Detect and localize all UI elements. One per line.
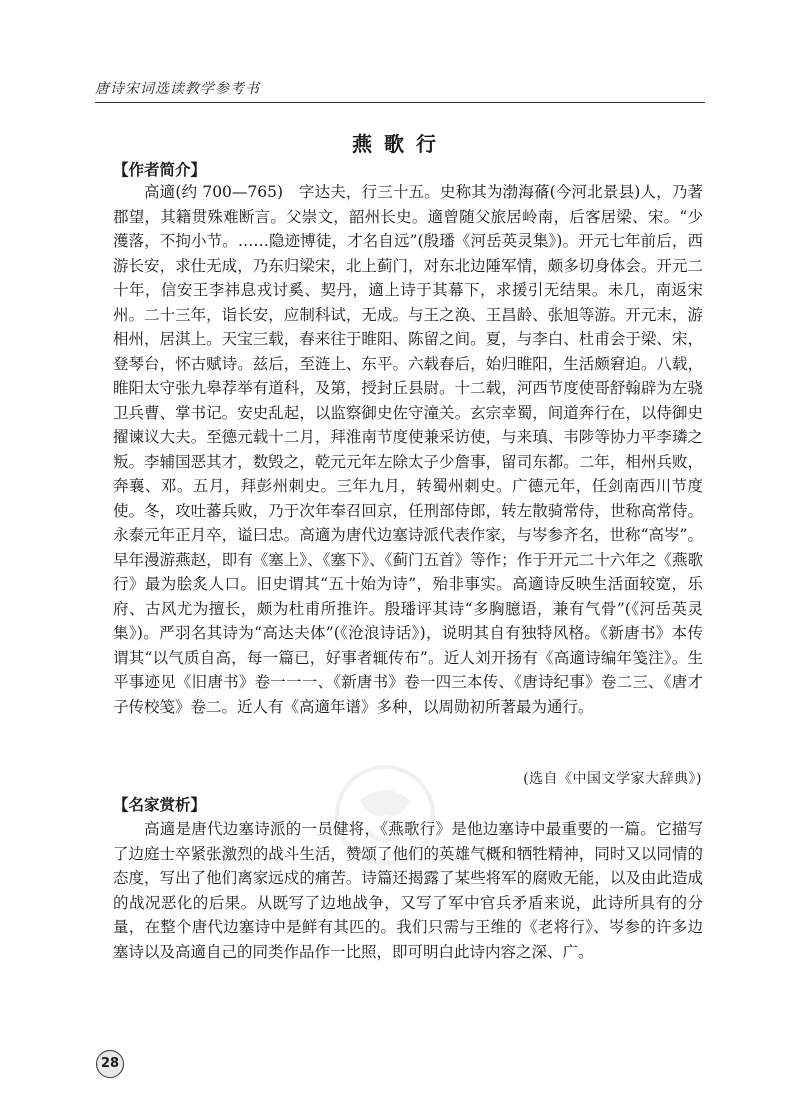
- author-section-heading: 【作者简介】: [113, 161, 207, 179]
- page-title: 燕歌行: [352, 132, 448, 156]
- page-number: 28: [96, 1050, 124, 1078]
- author-biography-text: 高適(约 700—765) 字达夫，行三十五。史称其为渤海蓨(今河北景县)人，乃著郡望，其籍贯殊难断言。父崇文，韶州长史。適曾随父旅居岭南，后客居梁、宋。“少濩落，不拘小节。……隐迹博徒，才名自远”(殷璠《河岳英灵集》)。开元七年前后，西游长安，求仕无成，乃东归梁宋，北上蓟门，对东北边陲军情，颇多切身体会。开元二十年，信安王李祎息戎讨奚、契丹，適上诗于其幕下，求援引无结果。未几，南返宋州。二十三年，诣长安，应制科试，无成。与王之涣、王昌龄、张旭等游。开元末，游相州，居淇上。天宝三载，春来往于睢阳、陈留之间。夏，与李白、杜甫会于梁、宋，登琴台，怀古赋诗。兹后，至涟上、东平。六载春后，始归睢阳，生活颇窘迫。八载，睢阳太守张九皋荐举有道科，及第，授封丘县尉。十二载，河西节度使哥舒翰辟为左骁卫兵曹、掌书记。安史乱起，以监察御史佐守潼关。玄宗幸蜀，间道奔行在，以侍御史擢谏议大夫。至德元载十二月，拜淮南节度使兼采访使，与来瑱、韦陟等协力平李璘之叛。李辅国恶其才，数毁之，乾元元年左除太子少詹事，留司东都。二年，相州兵败，奔襄、邓。五月，拜彭州刺史。三年九月，转蜀州刺史。广德元年，任剑南西川节度使。冬，攻吐蕃兵败，乃于次年奉召回京，任刑部侍郎，转左散骑常侍，世称高常侍。永泰元年正月卒，谥曰忠。高適为唐代边塞诗派代表作家，与岑参齐名，世称“高岑”。早年漫游燕赵，即有《塞上》、《塞下》、《蓟门五首》等作；作于开元二十六年之《燕歌行》最为脍炙人口。旧史谓其“五十始为诗”，殆非事实。高適诗反映生活面较宽，乐府、古风尤为擅长，颇为杜甫所推许。殷璠评其诗“多胸臆语，兼有气骨”(《河岳英灵集》)。严羽名其诗为“高达夫体”(《沧浪诗话》)，说明其自有独特风格。《新唐书》本传谓其“以气质自高，每一篇已，好事者辄传布”。近人刘开扬有《高適诗编年笺注》。生平事迹见《旧唐书》卷一一一、《新唐书》卷一四三本传、《唐诗纪事》卷二三、《唐才子传校笺》卷二。近人有《高適年谱》多种，以周勋初所著最为通行。: [113, 183, 703, 716]
- appreciation-text: 高適是唐代边塞诗派的一员健将，《燕歌行》是他边塞诗中最重要的一篇。它描写了边庭士卒紧张激烈的战斗生活，赞颂了他们的英雄气概和牺牲精神，同时又以同情的态度，写出了他们离家远戍的痛苦。诗篇还揭露了某些将军的腐败无能，以及由此造成的战况恶化的后果。从既写了边地战争，又写了军中官兵矛盾来说，此诗所具有的分量，在整个唐代边塞诗中是鲜有其匹的。我们只需与王维的《老将行》、岑参的许多边塞诗以及高適自己的同类作品作一比照，即可明白此诗内容之深、广。: [113, 820, 703, 961]
- appreciation-section-heading: 【名家赏析】: [113, 796, 207, 814]
- running-header: 唐诗宋词选读教学参考书: [95, 81, 260, 97]
- source-citation: (选自《中国文学家大辞典》): [523, 771, 702, 787]
- header-divider: [95, 102, 705, 103]
